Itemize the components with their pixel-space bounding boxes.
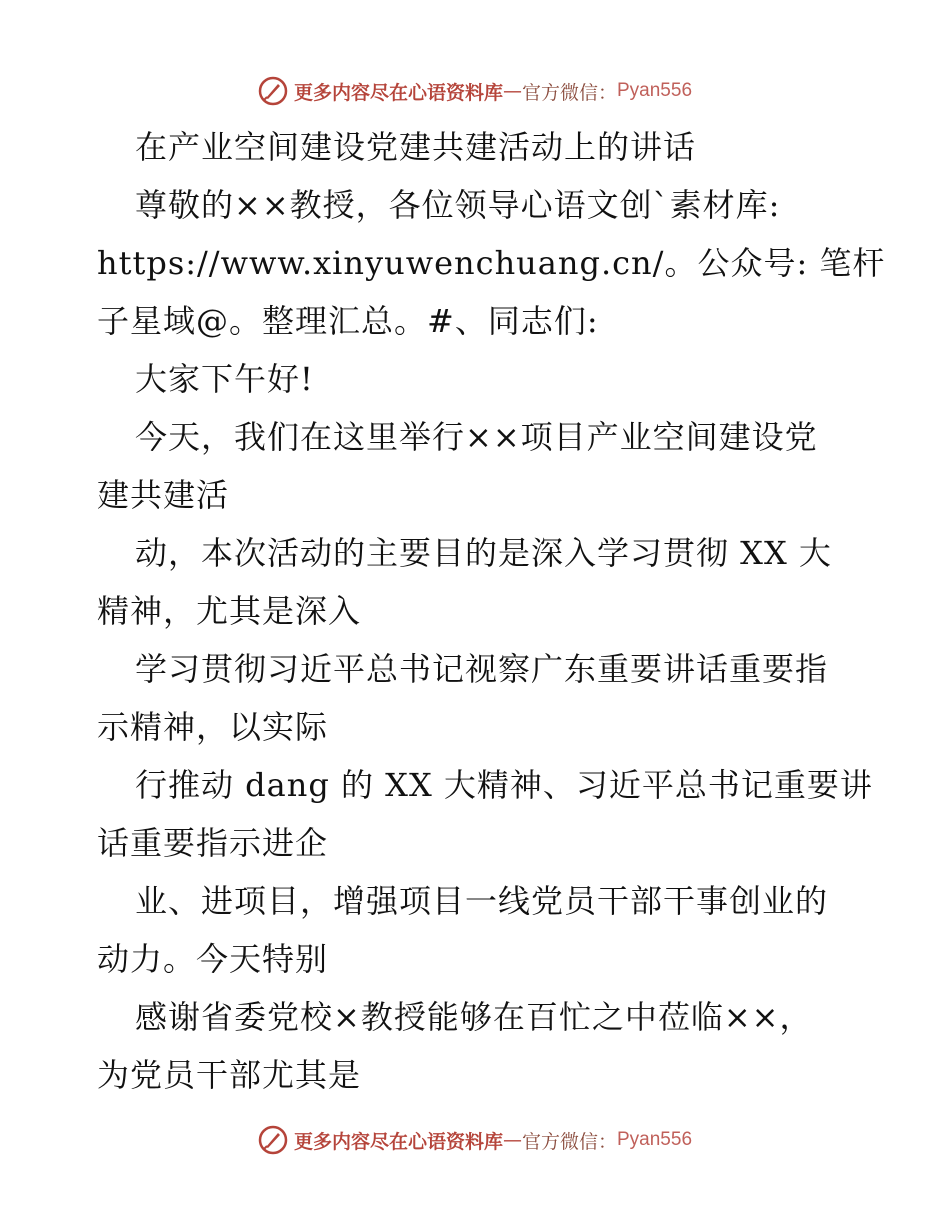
doc-line: 为党员干部尤其是	[97, 1056, 362, 1094]
header-banner	[0, 71, 950, 111]
doc-line: 示精神，以实际	[97, 708, 329, 746]
banner-dash: —	[502, 1129, 522, 1151]
doc-line: 业、进项目，增强项目一线党员干部干事创业的	[135, 882, 829, 920]
banner-lead-text: 更多内容尽在心语资料库	[293, 1130, 503, 1153]
doc-line: 行推动 dang 的 XX 大精神、习近平总书记重要讲	[135, 766, 873, 804]
banner-dash: —	[502, 80, 522, 102]
doc-line: 今天，我们在这里举行××项目产业空间建设党	[135, 418, 818, 456]
doc-line: 感谢省委党校×教授能够在百忙之中莅临××，	[135, 998, 813, 1036]
banner-wechat-label: 官方微信：	[521, 1130, 617, 1153]
banner-lead-text: 更多内容尽在心语资料库	[293, 81, 503, 104]
doc-line: 尊敬的××教授，各位领导心语文创`素材库:	[135, 186, 781, 224]
doc-line: 学习贯彻习近平总书记视察广东重要讲话重要指	[135, 650, 829, 688]
doc-line: 子星域@。整理汇总。#、同志们:	[97, 302, 599, 340]
document-body	[97, 118, 886, 1104]
doc-line: 动，本次活动的主要目的是深入学习贯彻 XX 大	[135, 534, 832, 572]
feather-pen-logo-icon	[258, 76, 288, 106]
footer-banner	[0, 1120, 950, 1160]
banner-wechat-label: 官方微信：	[521, 81, 617, 104]
doc-line: 建共建活	[97, 476, 230, 514]
doc-title: 在产业空间建设党建共建活动上的讲话	[135, 128, 697, 166]
doc-line: 话重要指示进企	[97, 824, 329, 862]
doc-line: 精神，尤其是深入	[97, 592, 362, 630]
doc-line: 大家下午好!	[135, 360, 314, 398]
banner-wechat-id: Pyan556	[617, 1129, 693, 1150]
doc-line: 动力。今天特别	[97, 940, 329, 978]
doc-line: https://www.xinyuwenchuang.cn/。公众号: 笔杆	[97, 244, 886, 282]
feather-pen-logo-icon	[258, 1125, 288, 1155]
banner-wechat-id: Pyan556	[617, 80, 693, 101]
